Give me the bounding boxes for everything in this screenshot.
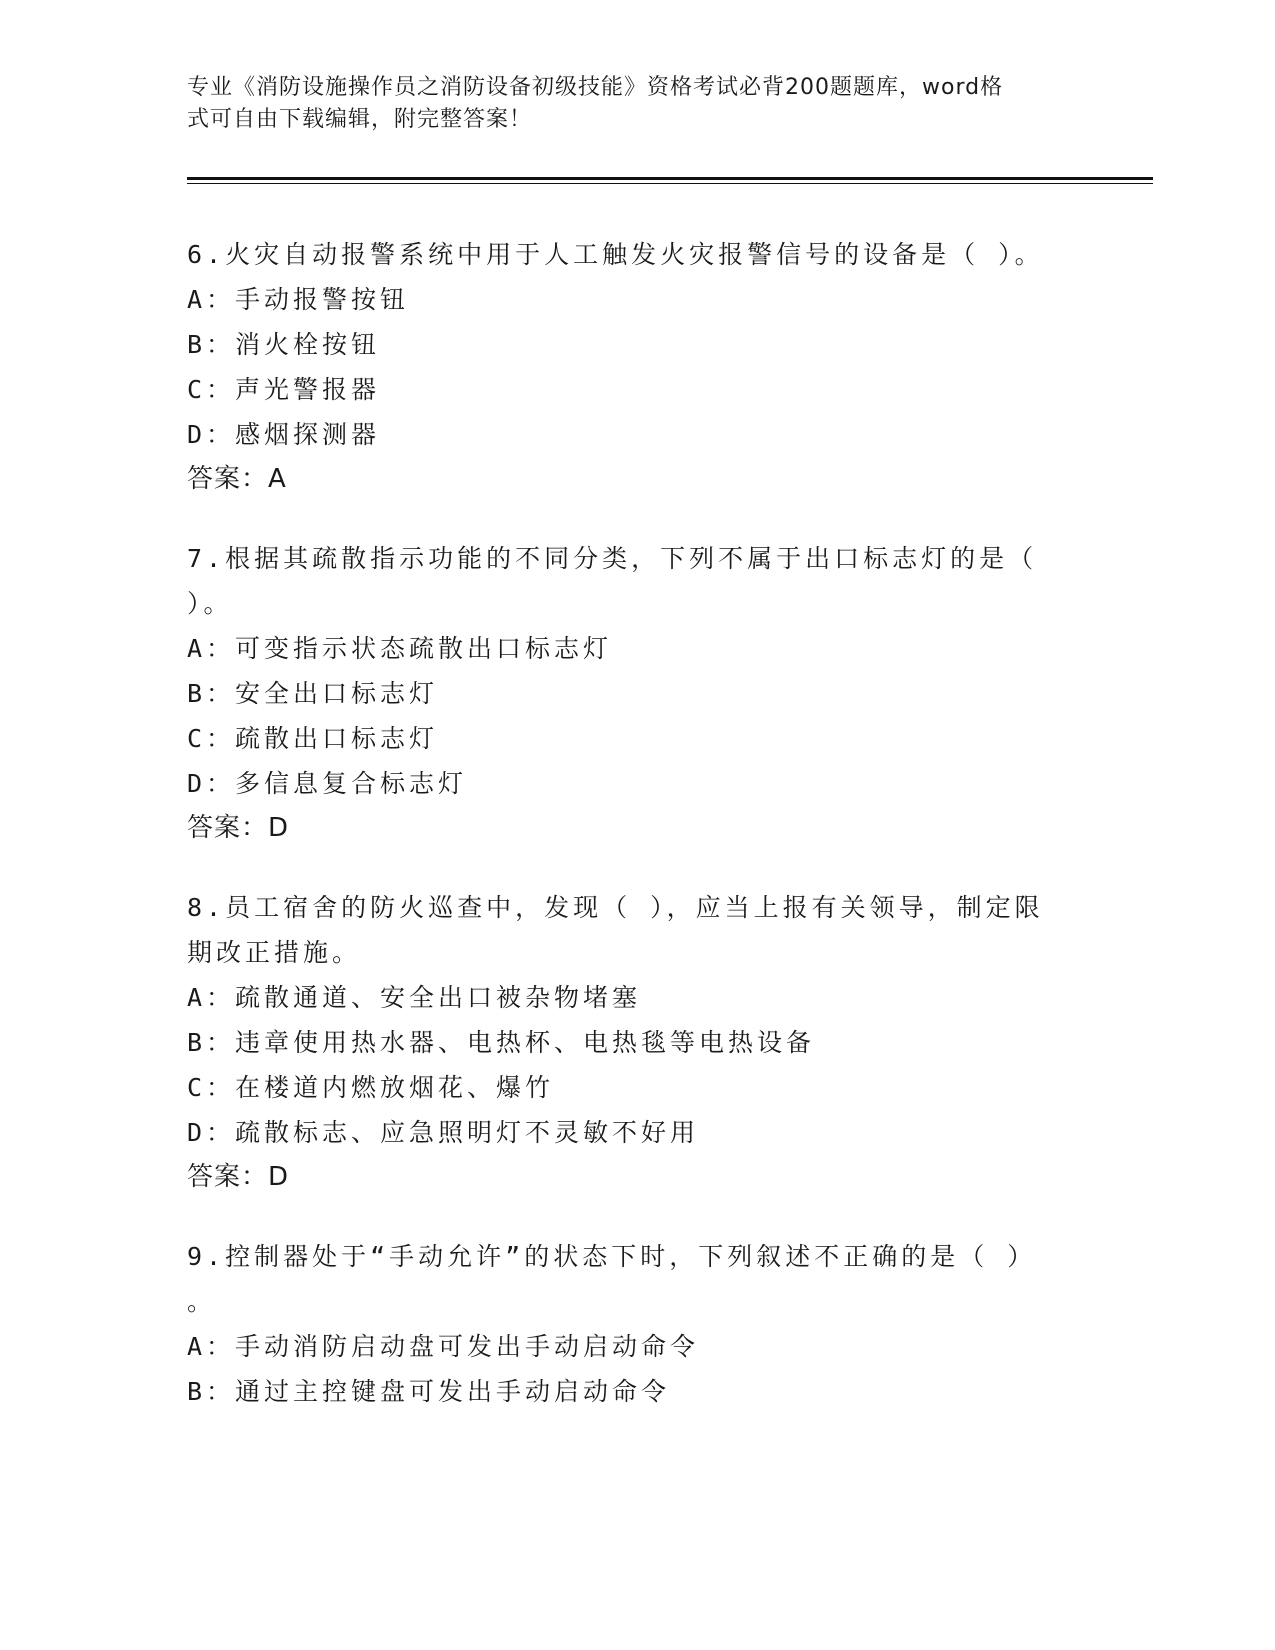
option-a: A：手动消防启动盘可发出手动启动命令 — [187, 1332, 700, 1361]
option-b: B：违章使用热水器、电热杯、电热毯等电热设备 — [187, 1028, 816, 1057]
document-header — [187, 72, 1067, 136]
option-c: C：在楼道内燃放烟花、爆竹 — [187, 1073, 555, 1102]
option-d: D：多信息复合标志灯 — [187, 769, 468, 798]
answer-line: 答案：D — [187, 813, 290, 843]
option-d: D：感烟探测器 — [187, 420, 381, 449]
question-stem-line: ）。 — [187, 589, 233, 618]
question-stem-line: 8.员工宿舍的防火巡查中，发现（ ），应当上报有关领导，制定限 — [187, 893, 1044, 922]
question-stem-line: 期改正措施。 — [187, 938, 362, 967]
header-line-1: 专业《消防设施操作员之消防设备初级技能》资格考试必背200题题库，word格 — [187, 75, 1004, 100]
option-a: A：疏散通道、安全出口被杂物堵塞 — [187, 983, 642, 1012]
question-list — [187, 232, 1087, 1448]
header-divider-thick — [187, 177, 1153, 180]
answer-line: 答案：A — [187, 464, 287, 494]
option-d: D：疏散标志、应急照明灯不灵敏不好用 — [187, 1118, 700, 1147]
header-divider-thin — [187, 183, 1153, 184]
question-8 — [187, 885, 1087, 1200]
question-stem-line: 7.根据其疏散指示功能的不同分类，下列不属于出口标志灯的是（ — [187, 544, 1038, 573]
answer-line: 答案：D — [187, 1162, 290, 1192]
option-a: A：手动报警按钮 — [187, 285, 410, 314]
option-a: A：可变指示状态疏散出口标志灯 — [187, 634, 613, 663]
question-stem-line: 。 — [187, 1287, 217, 1316]
header-line-2: 式可自由下载编辑，附完整答案！ — [187, 107, 533, 132]
option-b: B：通过主控键盘可发出手动启动命令 — [187, 1377, 671, 1406]
question-6 — [187, 232, 1087, 502]
option-c: C：疏散出口标志灯 — [187, 724, 439, 753]
option-c: C：声光警报器 — [187, 375, 381, 404]
option-b: B：安全出口标志灯 — [187, 679, 439, 708]
question-stem-line: 6.火灾自动报警系统中用于人工触发火灾报警信号的设备是（ ）。 — [187, 240, 1044, 269]
question-7 — [187, 536, 1087, 851]
option-b: B：消火栓按钮 — [187, 330, 381, 359]
question-stem-line: 9.控制器处于“手动允许”的状态下时，下列叙述不正确的是（ ） — [187, 1242, 1037, 1271]
question-9 — [187, 1234, 1087, 1414]
